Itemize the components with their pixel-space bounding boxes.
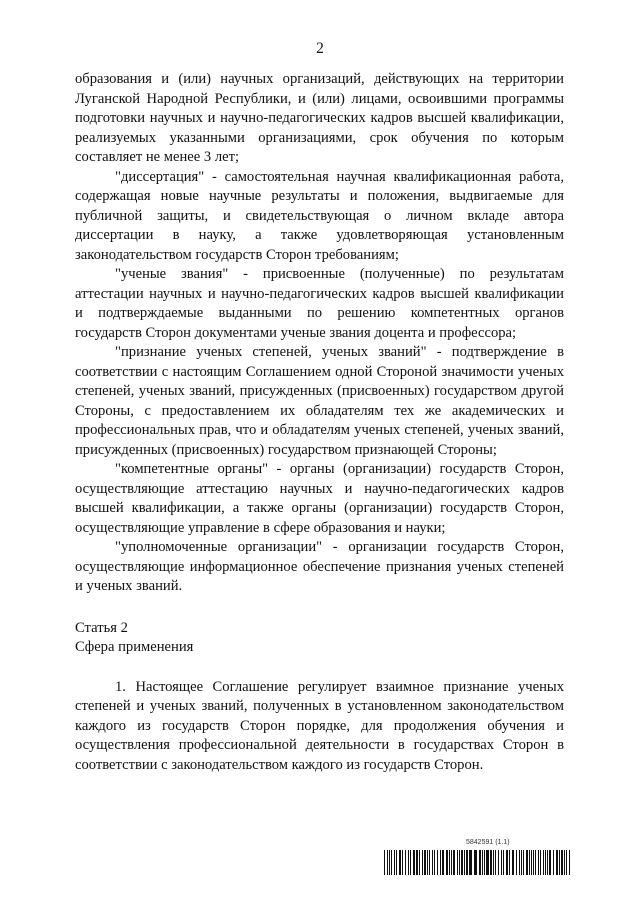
barcode-bar — [484, 850, 485, 875]
barcode-bar — [396, 850, 397, 875]
barcode-bar — [451, 850, 452, 875]
barcode-bar — [564, 850, 565, 875]
barcode-bar — [391, 850, 392, 875]
barcode-bar — [394, 850, 395, 875]
barcode-bar — [457, 850, 458, 875]
barcode-bar — [533, 850, 534, 875]
paragraph-definition-academic-titles: "ученые звания" - присвоенные (полученные) по результатам аттестации научных и научно-педагогических кадров высшей квалификации и подтверждаемые выданными по решению компетентных органов государств Сторон документами ученые звания доцента и профессора; — [75, 266, 564, 341]
barcode-bar — [389, 850, 390, 875]
paragraph-definition-competent-bodies: "компетентные органы" - органы (организации) государств Сторон, осуществляющие аттестацию научных и научно-педагогических кадров высшей квалификации, а также органы (организации) государств Сторон, осуществляющие управление в сфере образования и науки; — [75, 461, 564, 536]
barcode-bar — [446, 850, 448, 875]
barcode-bar — [561, 850, 563, 875]
barcode-bar — [543, 850, 544, 875]
article-title: Сфера применения — [75, 639, 194, 655]
barcode-bar — [506, 850, 508, 875]
article-paragraph-1: 1. Настоящее Соглашение регулирует взаимное признание ученых степеней и ученых званий, полученных в установленном законодательством каждого из государств Сторон порядке, для продолжения обучения и осуществления профессиональной деятельности в государствах Сторон в соответствии с законодательством каждого из государств Сторон. — [75, 678, 564, 773]
barcode-bar — [466, 850, 468, 875]
paragraph-definition-authorized-organizations: "уполномоченные организации" - организации государств Сторон, осуществляющие информационное обеспечение признания ученых степеней и ученых званий. — [75, 539, 564, 594]
barcode-bar — [486, 850, 489, 875]
barcode-bar — [569, 850, 570, 875]
article-number: Статья 2 — [75, 619, 128, 636]
article-heading — [75, 619, 564, 658]
barcode-bar — [474, 850, 477, 875]
barcode-bar — [545, 850, 546, 875]
barcode-bar — [413, 850, 415, 875]
barcode-bar — [437, 850, 438, 875]
barcode-bar — [553, 850, 554, 875]
barcode-bar — [547, 850, 548, 875]
barcode-label: 5842591 (1.1) — [466, 839, 510, 846]
barcode-bar — [422, 850, 423, 875]
barcode-bar — [427, 850, 428, 875]
barcode-image — [384, 850, 570, 875]
barcode-bar — [410, 850, 411, 875]
barcode-bar — [440, 850, 441, 875]
page-number: 2 — [316, 40, 324, 57]
barcode-bar — [519, 850, 520, 875]
barcode-bar — [503, 850, 504, 875]
barcode-bar — [464, 850, 465, 875]
barcode-bar — [384, 850, 385, 875]
barcode-bar — [529, 850, 530, 875]
barcode-bar — [493, 850, 494, 875]
barcode-bar — [556, 850, 558, 875]
barcode-bar — [538, 850, 539, 875]
barcode-bar — [387, 850, 388, 875]
barcode-bar — [459, 850, 460, 875]
barcode-bar — [495, 850, 496, 875]
barcode-bar — [521, 850, 522, 875]
barcode-bar — [402, 850, 403, 875]
barcode-bar — [512, 850, 514, 875]
barcode-bar — [408, 850, 409, 875]
barcode-bar — [461, 850, 463, 875]
barcode-bar — [453, 850, 455, 875]
barcode-bar — [559, 850, 560, 875]
barcode-bar — [566, 850, 567, 875]
barcode-bar — [549, 850, 551, 875]
barcode-bar — [442, 850, 444, 875]
barcode-bar — [405, 850, 406, 875]
barcode-bar — [509, 850, 510, 875]
barcode-bar — [429, 850, 430, 875]
barcode-bar — [469, 850, 472, 875]
barcode-bar — [501, 850, 502, 875]
barcode-bar — [434, 850, 435, 875]
barcode-bar — [498, 850, 499, 875]
barcode-bar — [535, 850, 536, 875]
barcode-bar — [479, 850, 481, 875]
barcode-bar — [416, 850, 418, 875]
barcode-bar — [540, 850, 541, 875]
barcode-bar — [523, 850, 524, 875]
barcode-bar — [419, 850, 420, 875]
paragraph-continuation: образования и (или) научных организаций, действующих на территории Луганской Народной Республики, и (или) лицами, освоившими программы подготовки научных и научно-педагогических кадров высшей квалификации, реализуемых указанными организациями, срок обучения по которым составляет не менее 3 лет; — [75, 71, 564, 165]
barcode-bar — [424, 850, 426, 875]
barcode-bar — [432, 850, 433, 875]
barcode-bar — [526, 850, 528, 875]
document-body — [75, 70, 564, 775]
paragraph-definition-recognition: "признание ученых степеней, ученых званий" - подтверждение в соответствии с настоящим Соглашением одной Стороной значимости ученых степеней, ученых званий, присужденных (присвоенных) государством другой Стороны, с предоставлением их обладателям тех же академических и профессиональных прав, что и обладателям ученых степеней, ученых званий, присужденных (присвоенных) государством признающей Стороны; — [75, 344, 564, 458]
barcode-bar — [516, 850, 517, 875]
paragraph-definition-dissertation: "диссертация" - самостоятельная научная квалификационная работа, содержащая новые научные результаты и положения, выдвигаемые для публичной защиты, и свидетельствующая о личном вкладе автора диссертации в науку, а также удовлетворяющая установленным законодательством государств Сторон требованиям; — [75, 168, 564, 263]
barcode-bar — [449, 850, 450, 875]
barcode-bar — [531, 850, 532, 875]
barcode-bar — [399, 850, 401, 875]
barcode-bar — [482, 850, 483, 875]
barcode-bar — [490, 850, 492, 875]
